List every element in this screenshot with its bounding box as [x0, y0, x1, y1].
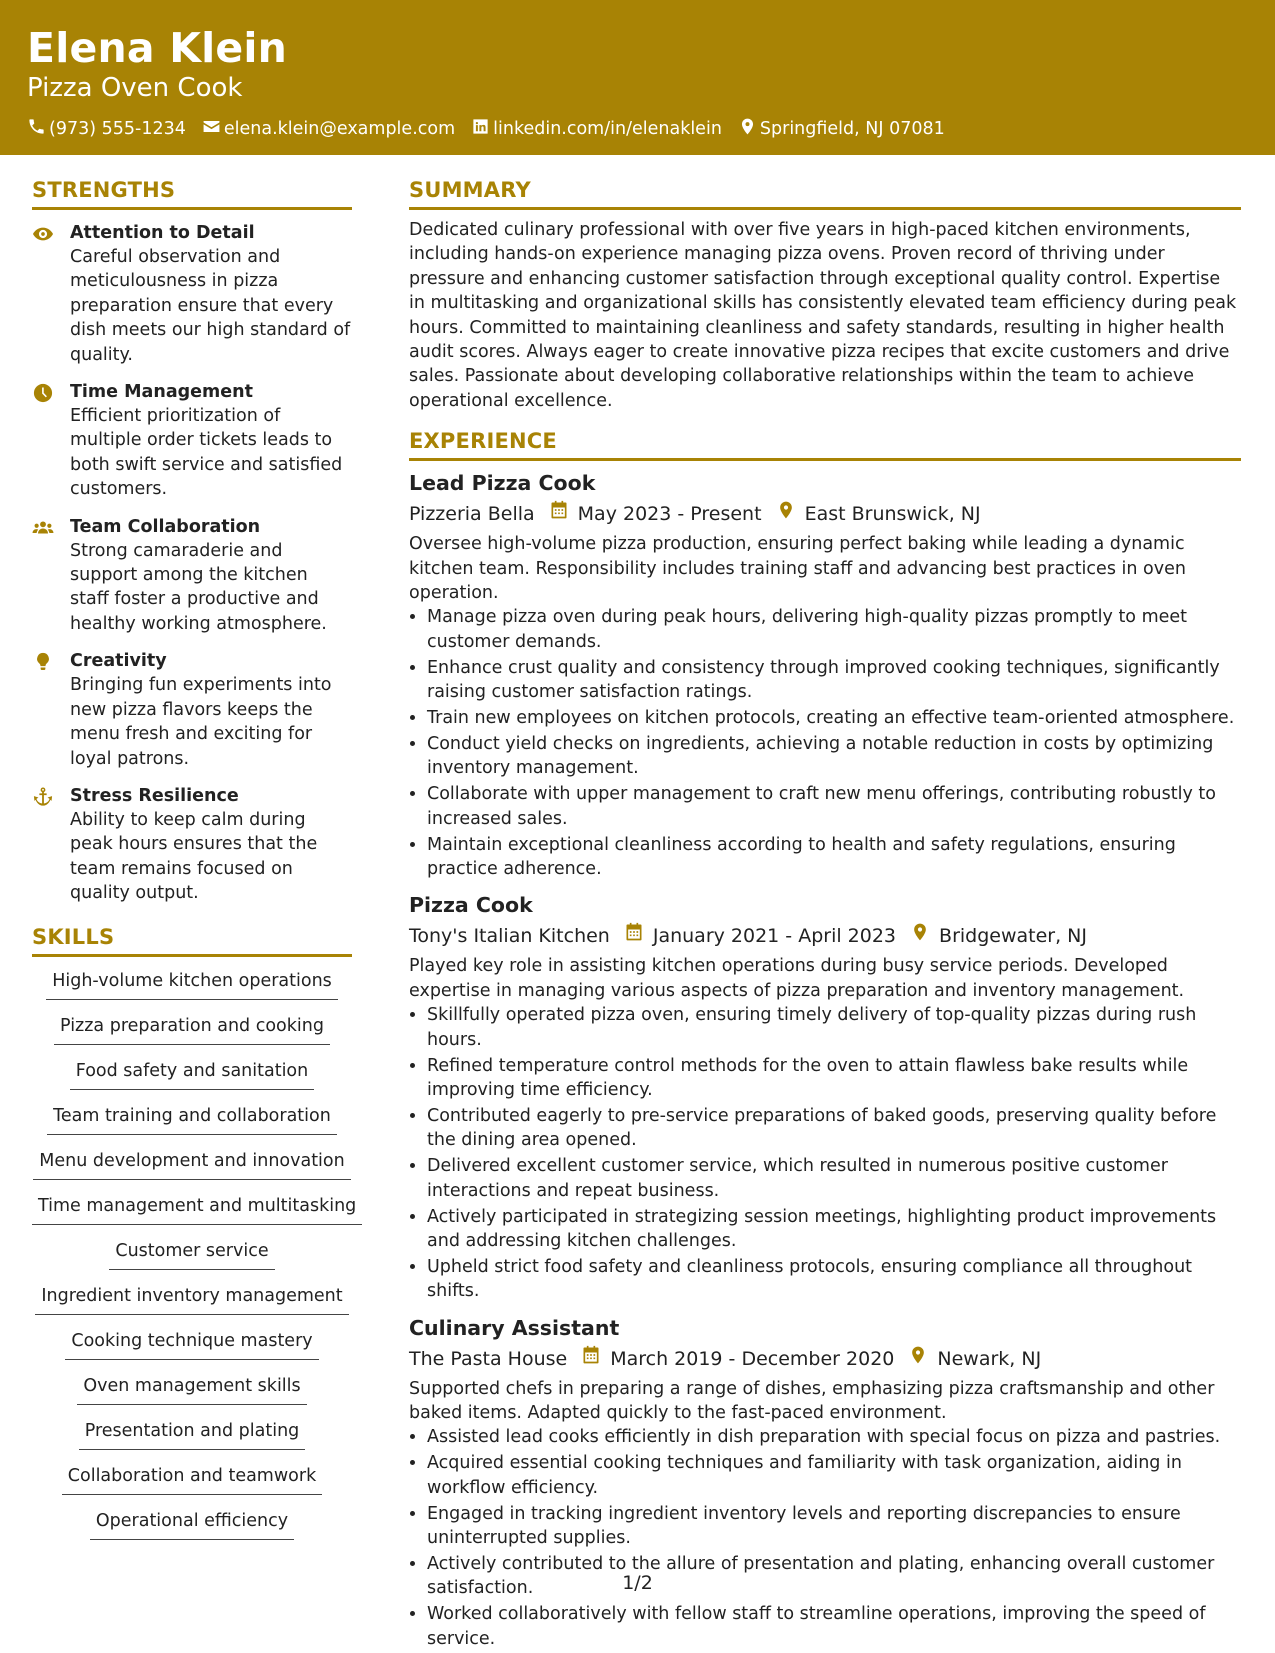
job-bullet: • Enhance crust quality and consistency through improved cooking techniques, significantly raising customer satisfaction ratings.	[427, 656, 1241, 705]
strength-desc: Bringing fun experiments into new pizza flavors keeps the menu fresh and exciting for loyal patrons.	[70, 675, 332, 769]
strength-item	[32, 221, 352, 367]
strength-item	[32, 649, 352, 771]
summary-text: Dedicated culinary professional with over five years in high-paced kitchen environments, including hands-on experience managing pizza ovens. Proven record of thriving under pressure and enhancing customer satisfaction through exceptional quality control. Expertise in multitasking and organizational skills has consistently elevated team efficiency during peak hours. Committed to maintaining cleanliness and safety standards, resulting in higher health audit scores. Always eager to create innovative pizza recipes that excite customers and drive sales. Passionate about developing collaborative relationships within the team to achieve operational excellence.	[409, 220, 1237, 411]
location-pin-icon	[762, 499, 805, 529]
job-bullet: • Manage pizza oven during peak hours, delivering high-quality pizzas promptly to meet customer demands.	[427, 605, 1241, 654]
candidate-title: Pizza Oven Cook	[27, 73, 243, 103]
candidate-name: Elena Klein	[27, 24, 288, 72]
job-company: The Pasta House	[409, 1347, 568, 1370]
strength-title: Attention to Detail	[70, 223, 255, 243]
strength-desc: Strong camaraderie and support among the kitchen staff foster a productive and healthy working atmosphere.	[70, 540, 327, 634]
job-bullet: • Worked collaboratively with fellow staff to streamline operations, improving the speed of service.	[427, 1602, 1241, 1651]
skills-list	[32, 970, 357, 1555]
job-bullet: • Skillfully operated pizza oven, ensuring timely delivery of top-quality pizzas during rush hours.	[427, 1003, 1241, 1052]
strength-desc: Efficient prioritization of multiple order tickets leads to both swift service and satisfied customers.	[70, 406, 343, 500]
job-entry	[409, 1314, 1241, 1651]
calendar-icon	[567, 1344, 610, 1374]
skill-item: Customer service	[109, 1240, 274, 1270]
strength-item	[32, 784, 352, 906]
page-number: 1/2	[622, 1572, 653, 1594]
strength-title: Team Collaboration	[70, 516, 261, 537]
job-dates: May 2023 - Present	[577, 503, 762, 526]
skill-item: Cooking technique mastery	[65, 1330, 318, 1360]
job-description: Supported chefs in preparing a range of dishes, emphasizing pizza craftsmanship and other baked items. Adapted quickly to the fast-paced environment.	[409, 1378, 1215, 1424]
location-pin-icon	[896, 921, 939, 951]
skill-item: Pizza preparation and cooking	[54, 1015, 330, 1045]
job-bullets	[409, 1003, 1241, 1303]
summary-heading: SUMMARY	[409, 178, 1241, 210]
skill-item: Team training and collaboration	[47, 1105, 337, 1135]
calendar-icon	[610, 921, 653, 951]
job-company: Pizzeria Bella	[409, 503, 535, 526]
job-bullets	[409, 1425, 1241, 1651]
job-meta	[409, 499, 1241, 529]
strength-title: Stress Resilience	[70, 785, 239, 806]
job-bullet: • Actively contributed to the allure of presentation and plating, enhancing overall customer satisfaction.	[427, 1552, 1241, 1601]
contact-location	[738, 117, 945, 141]
users-icon	[32, 518, 54, 538]
contact-linkedin-text[interactable]: linkedin.com/in/elenaklein	[493, 119, 722, 139]
skill-item: Presentation and plating	[79, 1420, 306, 1450]
job-description: Played key role in assisting kitchen operations during busy service periods. Developed expertise in managing various aspects of pizza preparation and inventory management.	[409, 956, 1185, 1001]
strength-title: Time Management	[70, 382, 253, 403]
job-title: Lead Pizza Cook	[409, 471, 596, 496]
strength-item	[32, 515, 352, 637]
job-bullet: • Upheld strict food safety and cleanliness protocols, ensuring compliance all throughout shifts.	[427, 1255, 1241, 1304]
job-dates: January 2021 - April 2023	[652, 925, 897, 948]
job-bullet: • Acquired essential cooking techniques and familiarity with task organization, aiding in workflow efficiency.	[427, 1451, 1241, 1500]
strength-item	[32, 380, 352, 502]
skill-item: Collaboration and teamwork	[62, 1465, 322, 1495]
experience-heading: EXPERIENCE	[409, 429, 1241, 461]
job-location: East Brunswick, NJ	[804, 503, 981, 526]
calendar-icon	[535, 499, 578, 529]
job-bullet: • Assisted lead cooks efficiently in dish preparation with special focus on pizza and pastries.	[427, 1425, 1241, 1449]
job-meta	[409, 1344, 1241, 1374]
left-column	[32, 178, 357, 1555]
phone-icon	[27, 117, 49, 141]
skill-item: Food safety and sanitation	[70, 1060, 314, 1090]
job-location: Newark, NJ	[937, 1347, 1042, 1370]
skill-item: Menu development and innovation	[33, 1150, 350, 1180]
job-title: Culinary Assistant	[409, 1315, 620, 1340]
right-column	[409, 178, 1241, 1653]
skill-item: Oven management skills	[77, 1375, 306, 1405]
strength-desc: Careful observation and meticulousness in pizza preparation ensure that every dish meets our high standard of quality.	[70, 247, 351, 365]
contact-email-text[interactable]: elena.klein@example.com	[223, 119, 456, 139]
job-bullet: • Maintain exceptional cleanliness according to health and safety regulations, ensuring practice adherence.	[427, 833, 1241, 882]
contact-email[interactable]	[202, 117, 455, 141]
job-company: Tony's Italian Kitchen	[409, 925, 610, 948]
job-bullet: • Actively participated in strategizing session meetings, highlighting product improvements and addressing kitchen challenges.	[427, 1205, 1241, 1254]
skill-item: Ingredient inventory management	[35, 1285, 348, 1315]
job-bullets	[409, 605, 1241, 881]
strengths-heading: STRENGTHS	[32, 178, 352, 210]
job-entry	[409, 891, 1241, 1303]
location-pin-icon	[738, 117, 760, 141]
strength-title: Creativity	[70, 651, 167, 672]
job-location: Bridgewater, NJ	[939, 925, 1087, 948]
job-entry	[409, 469, 1241, 881]
job-bullet: • Contributed eagerly to pre-service preparations of baked goods, preserving quality before the dining area opened.	[427, 1104, 1241, 1153]
job-bullet: • Conduct yield checks on ingredients, achieving a notable reduction in costs by optimizing inventory management.	[427, 732, 1241, 781]
job-dates: March 2019 - December 2020	[610, 1347, 895, 1370]
anchor-icon	[32, 787, 54, 807]
contact-location-text: Springfield, NJ 07081	[759, 119, 945, 139]
contact-phone	[27, 117, 186, 141]
resume-header	[0, 0, 1275, 155]
eye-icon	[32, 224, 54, 244]
location-pin-icon	[894, 1344, 937, 1374]
envelope-icon	[202, 117, 224, 141]
contact-phone-text: (973) 555-1234	[49, 119, 186, 139]
clock-icon	[32, 383, 54, 403]
job-bullet: • Collaborate with upper management to craft new menu offerings, contributing robustly to increased sales.	[427, 782, 1241, 831]
skill-item: High-volume kitchen operations	[46, 970, 338, 1000]
linkedin-icon	[471, 117, 493, 141]
job-bullet: • Delivered excellent customer service, which resulted in numerous positive customer interactions and repeat business.	[427, 1154, 1241, 1203]
job-bullet: • Train new employees on kitchen protocols, creating an effective team-oriented atmosphere.	[427, 706, 1241, 730]
job-title: Pizza Cook	[409, 893, 533, 918]
contact-linkedin[interactable]	[471, 117, 722, 141]
job-meta	[409, 921, 1241, 951]
contact-bar	[27, 117, 961, 141]
skill-item: Time management and multitasking	[32, 1195, 362, 1225]
job-description: Oversee high-volume pizza production, ensuring perfect baking while leading a dynamic kitchen team. Responsibility includes training staff and advancing best practices in oven operation.	[409, 534, 1186, 604]
strength-desc: Ability to keep calm during peak hours ensures that the team remains focused on quality output.	[70, 809, 318, 904]
lightbulb-icon	[32, 652, 54, 672]
skills-heading: SKILLS	[32, 925, 352, 957]
skill-item: Operational efficiency	[90, 1510, 294, 1540]
job-bullet: • Engaged in tracking ingredient inventory levels and reporting discrepancies to ensure uninterrupted supplies.	[427, 1502, 1241, 1551]
job-bullet: • Refined temperature control methods for the oven to attain flawless bake results while improving time efficiency.	[427, 1054, 1241, 1103]
